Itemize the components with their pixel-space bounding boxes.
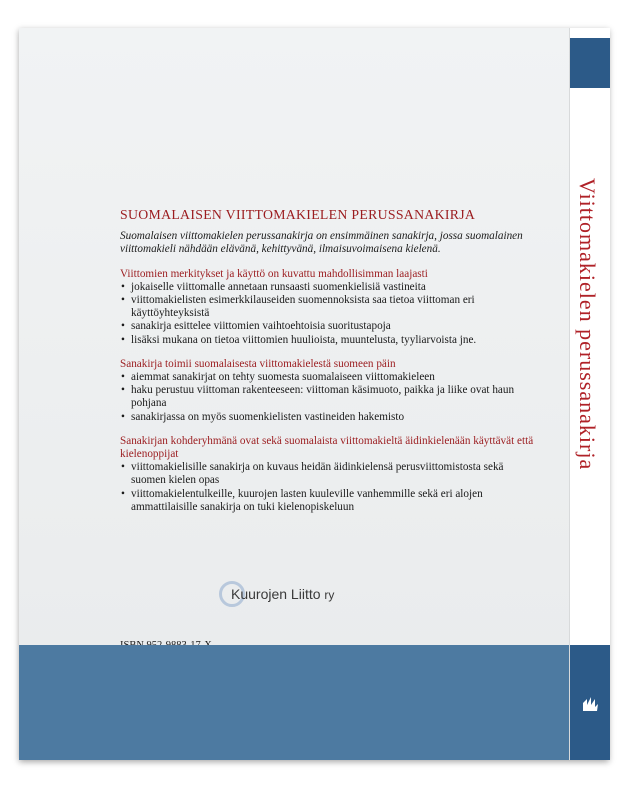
publisher-logo (219, 580, 334, 608)
hand-sign-icon (579, 693, 601, 715)
spine-title: Viittomakielen perussanakirja (575, 178, 600, 471)
cover-title: SUOMALAISEN VIITTOMAKIELEN PERUSSANAKIRJA (120, 207, 476, 222)
spine (569, 28, 610, 760)
cover-bottom-band (19, 645, 569, 760)
back-cover (19, 28, 569, 760)
publisher-name-text: Kuurojen Liitto (231, 586, 321, 602)
list-item: • sanakirja esittelee viittomien vaihtoehtoisia suoritustapoja (120, 320, 540, 333)
cover-intro: Suomalaisen viittomakielen perussanakirja on ensimmäinen sanakirja, jossa suomalainen viittomakieli nähdään elävänä, kehittyvänä, ilmaisuvoimaisena kielenä. (120, 230, 523, 256)
spine-bottom-band (570, 645, 610, 760)
book (19, 28, 609, 760)
list-item: • aiemmat sanakirjat on tehty suomesta suomalaiseen viittomakieleen (120, 371, 540, 384)
section-list-1 (120, 281, 540, 347)
publisher-name (231, 586, 334, 602)
list-item: • haku perustuu viittoman rakenteeseen: viittoman käsimuoto, paikka ja liike ovat haun pohjana (120, 384, 540, 410)
list-item: • jokaiselle viittomalle annetaan runsaasti suomenkielisiä vastineita (120, 281, 540, 294)
publisher-suffix: ry (324, 588, 335, 602)
section-heading-1: Viittomien merkitykset ja käyttö on kuvattu mahdollisimman laajasti (120, 267, 428, 280)
list-item: • viittomakielisten esimerkkilauseiden suomennoksista saa tietoa viittoman eri käyttöyhteyksistä (120, 294, 540, 320)
list-item: • sanakirjassa on myös suomenkielisten vastineiden hakemisto (120, 411, 540, 424)
spine-top-band (570, 38, 610, 88)
list-item: • lisäksi mukana on tietoa viittomien huulioista, muuntelusta, tyyliarvoista jne. (120, 334, 540, 347)
list-item: • viittomakielentulkeille, kuurojen lasten kuuleville vanhemmille sekä eri alojen ammattilaisille sanakirja on tuki kielenopiskeluun (120, 488, 540, 514)
section-heading-3: Sanakirjan kohderyhmänä ovat sekä suomalaista viittomakieltä äidinkielenään käyttävät että kielenoppijat (120, 434, 534, 461)
section-list-2 (120, 371, 540, 424)
section-heading-2: Sanakirja toimii suomalaisesta viittomakielestä suomeen päin (120, 357, 396, 370)
section-list-3 (120, 461, 540, 514)
list-item: • viittomakielisille sanakirja on kuvaus heidän äidinkielensä perusviittomistosta sekä suomen kielen opas (120, 461, 540, 487)
cover-text-block (120, 208, 540, 525)
